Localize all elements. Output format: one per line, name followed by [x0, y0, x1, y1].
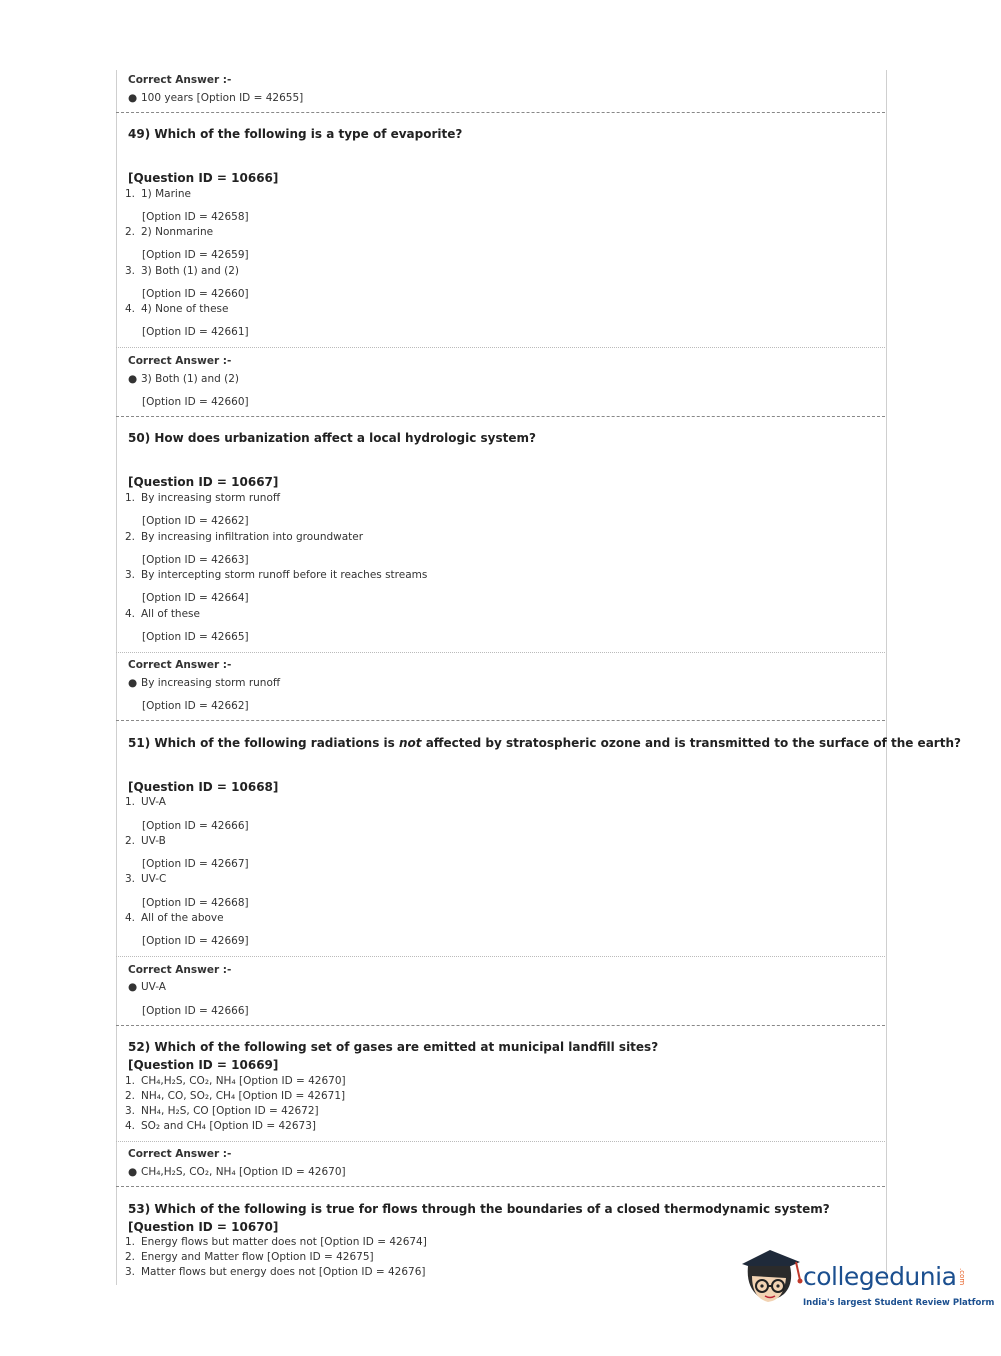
question-separator: [116, 1186, 885, 1187]
answer-divider: [116, 956, 885, 957]
question-separator: [116, 1025, 885, 1026]
option-id: [Option ID = 42668]: [142, 897, 249, 909]
correct-answer-label: Correct Answer :-: [128, 355, 232, 367]
answer-divider: [116, 1141, 885, 1142]
option: 2. NH₄, CO, SO₂, CH₄ [Option ID = 42671]: [125, 1090, 346, 1102]
question-49-title: 49) Which of the following is a type of evaporite?: [128, 127, 463, 141]
question-50-title: 50) How does urbanization affect a local hydrologic system?: [128, 431, 536, 445]
question-separator: [116, 112, 885, 113]
answer-divider: [116, 347, 885, 348]
option-id: [Option ID = 42662]: [142, 515, 249, 527]
option: 4. All of the above: [125, 912, 224, 924]
option: 3. UV-C: [125, 873, 167, 885]
correct-answer: ● CH₄,H₂S, CO₂, NH₄ [Option ID = 42670]: [128, 1166, 346, 1178]
option-id: [Option ID = 42663]: [142, 554, 249, 566]
brand-domain: .com: [958, 1268, 966, 1286]
question-separator: [116, 416, 885, 417]
correct-answer-option-id: [Option ID = 42662]: [142, 700, 249, 712]
option: 4. All of these: [125, 608, 200, 620]
option: 3. Matter flows but energy does not [Option ID = 42676]: [125, 1266, 426, 1278]
correct-answer-option-id: [Option ID = 42660]: [142, 396, 249, 408]
option: 4. 4) None of these: [125, 303, 229, 315]
option: 2. Energy and Matter flow [Option ID = 42675]: [125, 1251, 374, 1263]
option: 2. By increasing infiltration into groundwater: [125, 531, 364, 543]
correct-answer-label: Correct Answer :-: [128, 964, 232, 976]
option: 4. SO₂ and CH₄ [Option ID = 42673]: [125, 1120, 316, 1132]
correct-answer: ● 100 years [Option ID = 42655]: [128, 92, 304, 104]
option-id: [Option ID = 42661]: [142, 326, 249, 338]
question-53-title: 53) Which of the following is true for flows through the boundaries of a closed thermodynamic system?: [128, 1202, 830, 1216]
question-51-id: [Question ID = 10668]: [128, 780, 279, 794]
option: 3. 3) Both (1) and (2): [125, 265, 240, 277]
question-separator: [116, 720, 885, 721]
option-id: [Option ID = 42666]: [142, 820, 249, 832]
option: 1. CH₄,H₂S, CO₂, NH₄ [Option ID = 42670]: [125, 1075, 346, 1087]
option-id: [Option ID = 42660]: [142, 288, 249, 300]
option: 3. By intercepting storm runoff before it reaches streams: [125, 569, 428, 581]
question-49-id: [Question ID = 10666]: [128, 171, 279, 185]
option-id: [Option ID = 42665]: [142, 631, 249, 643]
option: 1. Energy flows but matter does not [Option ID = 42674]: [125, 1236, 427, 1248]
brand-name: collegedunia: [803, 1262, 957, 1291]
option-id: [Option ID = 42664]: [142, 592, 249, 604]
option-id: [Option ID = 42667]: [142, 858, 249, 870]
correct-answer: ● By increasing storm runoff: [128, 677, 281, 689]
option: 1. UV-A: [125, 796, 166, 808]
brand-tagline: India's largest Student Review Platform: [803, 1298, 995, 1308]
question-50-id: [Question ID = 10667]: [128, 475, 279, 489]
option: 1. By increasing storm runoff: [125, 492, 281, 504]
question-52-id: [Question ID = 10669]: [128, 1058, 279, 1072]
correct-answer-label: Correct Answer :-: [128, 659, 232, 671]
correct-answer: ● UV-A: [128, 981, 166, 993]
correct-answer-label: Correct Answer :-: [128, 74, 232, 86]
answer-divider: [116, 652, 885, 653]
option: 3. NH₄, H₂S, CO [Option ID = 42672]: [125, 1105, 319, 1117]
option: 1. 1) Marine: [125, 188, 191, 200]
correct-answer-label: Correct Answer :-: [128, 1148, 232, 1160]
question-53-id: [Question ID = 10670]: [128, 1220, 279, 1234]
option-id: [Option ID = 42658]: [142, 211, 249, 223]
question-51-title: 51) Which of the following radiations is not affected by stratospheric ozone and is transmitted to the surface of the earth?: [128, 736, 961, 750]
option-id: [Option ID = 42669]: [142, 935, 249, 947]
option: 2. 2) Nonmarine: [125, 226, 214, 238]
correct-answer-option-id: [Option ID = 42666]: [142, 1005, 249, 1017]
option: 2. UV-B: [125, 835, 166, 847]
question-52-title: 52) Which of the following set of gases are emitted at municipal landfill sites?: [128, 1040, 659, 1054]
option-id: [Option ID = 42659]: [142, 249, 249, 261]
correct-answer: ● 3) Both (1) and (2): [128, 373, 240, 385]
